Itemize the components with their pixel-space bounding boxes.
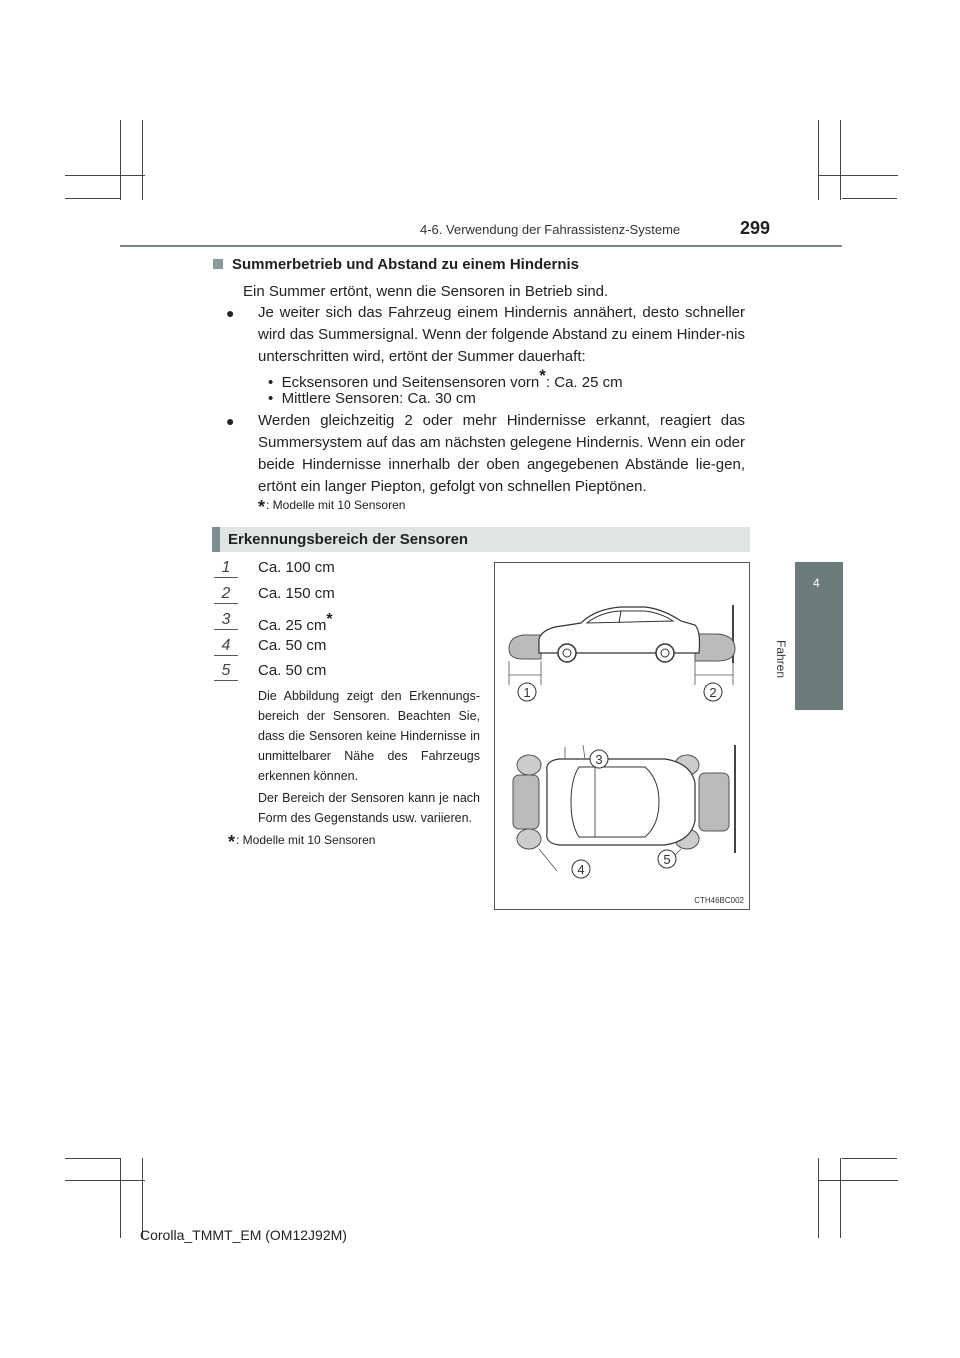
callout-number: 4 <box>577 862 585 877</box>
sub-item-bullet: • <box>268 374 274 391</box>
crop-mark <box>842 1158 897 1159</box>
range-label <box>258 559 335 576</box>
page-number: 299 <box>740 218 771 238</box>
range-label-text: Ca. 100 cm <box>258 559 335 576</box>
footnote-reference: * <box>539 366 546 385</box>
chapter-title: 4-6. Verwendung der Fahrassistenz-Systeme <box>420 222 681 237</box>
bullet-dot-icon: ● <box>226 413 235 429</box>
header-divider <box>120 245 842 247</box>
corner-sensor-zone <box>517 829 541 849</box>
item-number: 4 <box>214 637 238 656</box>
crop-mark <box>65 1158 120 1159</box>
footnote <box>228 832 375 853</box>
section-intro: Ein Summer ertönt, wenn die Sensoren in Betrieb sind. <box>243 283 609 300</box>
crop-mark <box>120 120 121 200</box>
sensor-range-illustration <box>495 563 749 909</box>
crop-mark <box>818 175 898 176</box>
document-id: Corolla_TMMT_EM (OM12J92M) <box>140 1227 347 1243</box>
item-number: 3 <box>214 611 238 630</box>
range-label <box>258 585 335 602</box>
crop-mark <box>120 1158 121 1238</box>
section-heading-text: Summerbetrieb und Abstand zu einem Hindernis <box>232 256 579 273</box>
range-label-text: Ca. 25 cm <box>258 617 327 634</box>
crop-mark <box>840 1158 841 1238</box>
range-label-text: Ca. 50 cm <box>258 637 327 654</box>
car-top-view-icon <box>547 759 695 845</box>
chapter-tab-number: 4 <box>813 576 820 590</box>
footnote <box>258 497 405 518</box>
callout-number: 1 <box>523 685 531 700</box>
footnote-mark: * <box>258 497 266 517</box>
crop-mark <box>142 120 143 200</box>
subsection-heading-text: Erkennungsbereich der Sensoren <box>228 531 469 548</box>
crop-mark <box>840 120 841 200</box>
crop-mark <box>65 198 120 199</box>
range-label <box>258 662 326 679</box>
dimension-line <box>583 745 585 759</box>
range-label-text: Ca. 50 cm <box>258 662 327 679</box>
range-label <box>258 637 326 654</box>
callout-number: 5 <box>663 852 671 867</box>
dimension-line <box>539 849 557 871</box>
footnote-text: : Modelle mit 10 Sensoren <box>236 833 376 847</box>
chapter-tab-label: Fahren <box>774 640 788 679</box>
rear-center-sensor-zone <box>513 775 539 829</box>
bullet-text: Werden gleichzeitig 2 oder mehr Hindernisse erkannt, reagiert das Summersystem auf das am nächsten gelegene Hindernis. Wenn ein oder beide Hindernisse innerhalb der oben angegebenen Abstände lie-gen, ertönt ein langer Piepton, gefolgt von schnellen Pieptönen. <box>258 412 745 495</box>
car-wheel-icon <box>558 644 576 662</box>
rear-sensor-zone <box>509 635 541 659</box>
footnote-text: : Modelle mit 10 Sensoren <box>266 498 406 512</box>
callout-number: 3 <box>595 752 603 767</box>
item-number: 2 <box>214 585 238 604</box>
sub-item <box>268 390 476 407</box>
callout-number: 2 <box>709 685 717 700</box>
front-center-sensor-zone <box>699 773 729 831</box>
crop-mark <box>818 1158 819 1238</box>
subsection-heading <box>212 527 750 552</box>
section-heading <box>213 256 579 273</box>
crop-mark <box>842 198 897 199</box>
crop-mark <box>818 120 819 200</box>
sensor-range-figure <box>494 562 750 910</box>
bullet-dot-icon: ● <box>226 305 235 321</box>
sub-item-text: Mittlere Sensoren: Ca. 30 cm <box>281 390 476 407</box>
footnote-mark: * <box>228 832 236 852</box>
car-wheel-icon <box>656 644 674 662</box>
crop-mark <box>818 1180 898 1181</box>
item-number: 5 <box>214 662 238 681</box>
sub-item-text: Ecksensoren und Seitensensoren vorn <box>281 374 540 391</box>
item-number: 1 <box>214 559 238 578</box>
crop-mark <box>65 1180 145 1181</box>
range-label <box>258 611 333 634</box>
footnote-reference: * <box>326 611 333 628</box>
figure-note: Die Abbildung zeigt den Erkennungs-bereich der Sensoren. Beachten Sie, dass die Sensoren keine Hindernisse in unmittelbarer Nähe des Fahrzeugs erkennen können. <box>258 689 480 783</box>
sub-item-bullet: • <box>268 390 274 407</box>
figure-note: Der Bereich der Sensoren kann je nach Form des Gegenstands usw. variieren. <box>258 791 480 825</box>
crop-mark <box>65 175 145 176</box>
range-label-text: Ca. 150 cm <box>258 585 335 602</box>
sub-item-text: : Ca. 25 cm <box>545 374 623 391</box>
bullet-text: Je weiter sich das Fahrzeug einem Hindernis annähert, desto schneller wird das Summersignal. Wenn der folgende Abstand zu einem Hinder-nis unterschritten wird, ertönt der Summer dauerhaft: <box>258 304 745 365</box>
corner-sensor-zone <box>517 755 541 775</box>
crop-mark <box>142 1158 143 1238</box>
heading-square-icon <box>213 259 223 269</box>
front-sensor-zone <box>695 634 735 661</box>
figure-code: CTH46BC002 <box>694 896 744 905</box>
sub-item <box>268 366 623 391</box>
